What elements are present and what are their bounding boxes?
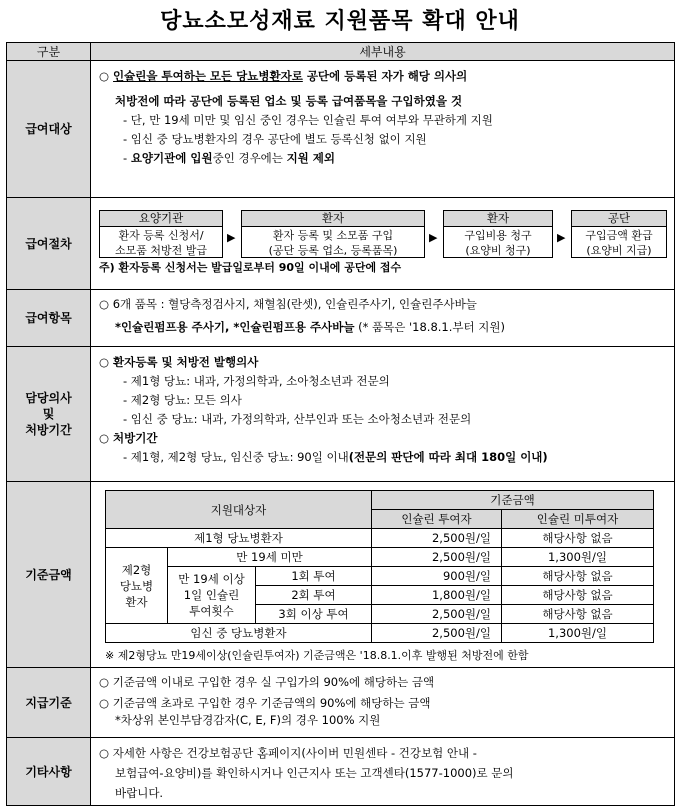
amount-type2-label: 제2형 당뇨병 환자 — [106, 548, 168, 624]
amount-under19-non-insulin: 1,300원/일 — [502, 548, 654, 567]
doctor-content — [91, 347, 675, 482]
items-line-1: ○ 6개 품목 : 혈당측정검사지, 채혈침(란셋), 인슐린주사기, 인슐린주사바늘 — [99, 297, 477, 311]
doctor-line-5: ○ 처방기간 — [99, 431, 158, 445]
label-eligibility: 급여대상 — [7, 61, 91, 198]
amount-header-row-1 — [106, 491, 654, 510]
amount-header-non-insulin: 인슐린 미투여자 — [502, 510, 654, 529]
eligibility-line-4: - 임신 중 당뇨병환자의 경우 공단에 별도 등록신청 없이 지원 — [123, 132, 427, 146]
flow-step-3-body-2: (요양비 청구) — [465, 244, 531, 257]
amount-twice-label: 2회 투여 — [256, 586, 372, 605]
label-payment: 지급기준 — [7, 668, 91, 738]
items-line-2: *인슐린펌프용 주사기, *인슐린펌프용 주사바늘 (* 품목은 '18.8.1.부터 지원) — [115, 320, 505, 334]
doctor-line-4: - 임신 중 당뇨: 내과, 가정의학과, 산부인과 또는 소아청소년과 전문의 — [123, 412, 472, 426]
label-items: 급여항목 — [7, 290, 91, 347]
eligibility-line-1: ○ 인슐린을 투여하는 모든 당뇨병환자로 공단에 등록된 자가 해당 의사의 — [99, 69, 468, 83]
row-procedure — [7, 198, 675, 290]
amount-once-non-insulin: 해당사항 없음 — [502, 567, 654, 586]
amount-header-insulin: 인슐린 투여자 — [372, 510, 502, 529]
other-line-2: 보험급여-요양비)를 확인하시거나 인근지사 또는 고객센타(1577-1000)로 문의 — [115, 766, 514, 780]
label-other: 기타사항 — [7, 738, 91, 806]
row-items — [7, 290, 675, 347]
amount-row-type1 — [106, 529, 654, 548]
flow-step-3 — [443, 210, 553, 258]
amount-once-insulin: 900원/일 — [372, 567, 502, 586]
amount-header-target: 지원대상자 — [106, 491, 372, 529]
standard-amount-table — [105, 490, 654, 643]
flow-arrow-1-icon: ▶ — [227, 231, 236, 244]
flow-step-4 — [571, 210, 667, 258]
doctor-line-2: - 제1형 당뇨: 내과, 가정의학과, 소아청소년과 전문의 — [123, 374, 390, 388]
amount-type1-label: 제1형 당뇨병환자 — [106, 529, 372, 548]
payment-line-1: ○ 기준금액 이내로 구입한 경우 실 구입가의 90%에 해당하는 금액 — [99, 675, 435, 689]
header-details: 세부내용 — [91, 43, 675, 61]
flow-step-4-body-1: 구입금액 환급 — [585, 229, 653, 242]
amount-type1-non-insulin: 해당사항 없음 — [502, 529, 654, 548]
flow-step-2 — [241, 210, 425, 258]
table-header-row — [7, 43, 675, 61]
procedure-content — [91, 198, 675, 290]
amount-once-label: 1회 투여 — [256, 567, 372, 586]
items-content — [91, 290, 675, 347]
amount-row-under19 — [106, 548, 654, 567]
flow-step-1 — [99, 210, 223, 258]
label-standard: 기준금액 — [7, 482, 91, 668]
flow-arrow-3-icon: ▶ — [557, 231, 566, 244]
row-eligibility — [7, 61, 675, 198]
amount-row-once — [106, 567, 654, 586]
flow-step-3-head: 환자 — [444, 211, 552, 227]
flow-step-2-head: 환자 — [242, 211, 424, 227]
flow-step-1-body-1: 환자 등록 신청서/ — [118, 229, 204, 242]
flow-step-1-body-2: 소모품 처방전 발급 — [114, 244, 207, 257]
amount-twice-non-insulin: 해당사항 없음 — [502, 586, 654, 605]
eligibility-line-2: 처방전에 따라 공단에 등록된 업소 및 등록 급여품목을 구입하였을 것 — [115, 94, 463, 108]
standard-note: ※ 제2형당뇨 만19세이상(인슐린투여자) 기준금액은 '18.8.1.이후 발행된 처방전에 한함 — [105, 649, 529, 662]
guide-table — [6, 42, 675, 806]
amount-thrice-insulin: 2,500원/일 — [372, 605, 502, 624]
payment-line-3: *차상위 본인부담경감자(C, E, F)의 경우 100% 지원 — [115, 713, 381, 727]
doctor-line-6: - 제1형, 제2형 당뇨, 임신중 당뇨: 90일 이내(전문의 판단에 따라 최대 180일 이내) — [123, 450, 548, 464]
flow-step-4-head: 공단 — [572, 211, 666, 227]
amount-pregnant-non-insulin: 1,300원/일 — [502, 624, 654, 643]
doctor-line-1: ○ 환자등록 및 처방전 발행의사 — [99, 355, 259, 369]
flow-step-3-body-1: 구입비용 청구 — [464, 229, 532, 242]
amount-over19-label: 만 19세 이상 1일 인슐린 투여횟수 — [168, 567, 256, 624]
row-payment — [7, 668, 675, 738]
eligibility-content — [91, 61, 675, 198]
flow-step-2-body-1: 환자 등록 및 소모품 구입 — [272, 229, 394, 242]
page-title: 당뇨소모성재료 지원품목 확대 안내 — [160, 9, 520, 34]
amount-thrice-non-insulin: 해당사항 없음 — [502, 605, 654, 624]
other-content — [91, 738, 675, 806]
flow-arrow-2-icon: ▶ — [429, 231, 438, 244]
amount-under19-insulin: 2,500원/일 — [372, 548, 502, 567]
amount-header-amount: 기준금액 — [372, 491, 654, 510]
other-line-1: ○ 자세한 사항은 건강보험공단 홈페이지(사이버 민원센타 - 건강보험 안내 - — [99, 746, 477, 760]
amount-under19-label: 만 19세 미만 — [168, 548, 372, 567]
procedure-flow — [99, 210, 668, 260]
amount-type1-insulin: 2,500원/일 — [372, 529, 502, 548]
eligibility-line-5: - 요양기관에 입원중인 경우에는 지원 제외 — [123, 151, 336, 165]
standard-content — [91, 482, 675, 668]
eligibility-target-emphasis: 인슐린을 투여하는 모든 당뇨병환자로 — [113, 69, 303, 83]
label-doctor: 담당의사 및 처방기간 — [7, 347, 91, 482]
procedure-note: 주) 환자등록 신청서는 발급일로부터 90일 이내에 공단에 접수 — [99, 261, 402, 274]
header-category: 구분 — [7, 43, 91, 61]
row-doctor — [7, 347, 675, 482]
doctor-line-3: - 제2형 당뇨: 모든 의사 — [123, 393, 242, 407]
flow-step-2-body-2: (공단 등록 업소, 등록품목) — [268, 244, 398, 257]
flow-step-1-head: 요양기관 — [100, 211, 222, 227]
row-other — [7, 738, 675, 806]
payment-content — [91, 668, 675, 738]
flow-step-4-body-2: (요양비 지급) — [586, 244, 652, 257]
payment-line-2: ○ 기준금액 초과로 구입한 경우 기준금액의 90%에 해당하는 금액 — [99, 696, 431, 710]
eligibility-line-3: - 단, 만 19세 미만 및 임신 중인 경우는 인슐린 투여 여부와 무관하게 지원 — [123, 113, 493, 127]
amount-pregnant-insulin: 2,500원/일 — [372, 624, 502, 643]
amount-pregnant-label: 임신 중 당뇨병환자 — [106, 624, 372, 643]
label-procedure: 급여절차 — [7, 198, 91, 290]
amount-row-pregnant — [106, 624, 654, 643]
row-standard — [7, 482, 675, 668]
other-line-3: 바랍니다. — [115, 786, 164, 800]
amount-thrice-label: 3회 이상 투여 — [256, 605, 372, 624]
amount-twice-insulin: 1,800원/일 — [372, 586, 502, 605]
